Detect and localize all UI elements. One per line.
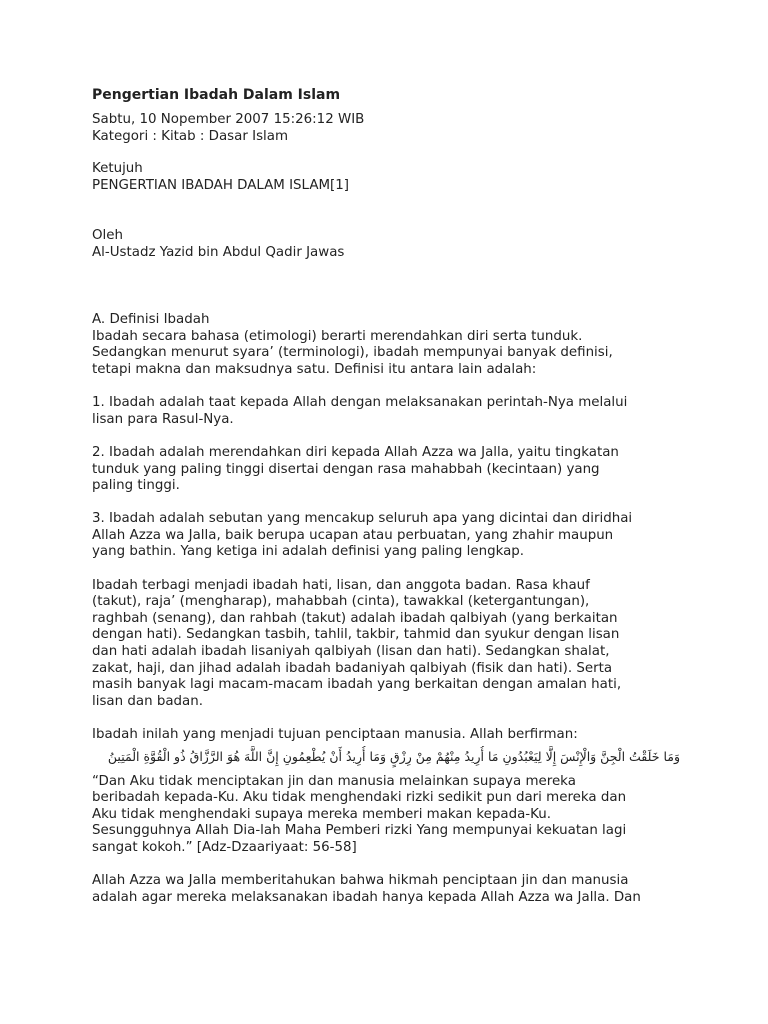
paragraph-line: Ibadah terbagi menjadi ibadah hati, lisan, dan anggota badan. Rasa khauf [92, 577, 590, 593]
paragraph-line: zakat, haji, dan jihad adalah ibadah badaniyah qalbiyah (fisik dan hati). Serta [92, 660, 613, 676]
paragraph-line: 1. Ibadah adalah taat kepada Allah dengan melaksanakan perintah-Nya melalui [92, 395, 628, 411]
document-page [92, 86, 692, 906]
paragraph-line: Allah Azza wa Jalla memberitahukan bahwa hikmah penciptaan jin dan manusia [92, 873, 629, 889]
closing-paragraph [92, 873, 692, 906]
paragraph-line: Sedangkan menurut syara’ (terminologi), ibadah mempunyai banyak definisi, [92, 345, 613, 361]
intro-paragraph [92, 329, 692, 379]
paragraph-line: dengan hati). Sedangkan tasbih, tahlil, takbir, tahmid dan syukur dengan lisan [92, 627, 620, 643]
paragraph-line: adalah agar mereka melaksanakan ibadah hanya kepada Allah Azza wa Jalla. Dan [92, 889, 641, 905]
paragraph-line: lisan para Rasul-Nya. [92, 411, 234, 427]
paragraph-line: lisan dan badan. [92, 693, 203, 709]
paragraph-line: raghbah (senang), dan rahbah (takut) adalah ibadah qalbiyah (yang berkaitan [92, 610, 618, 626]
paragraph-line: beribadah kepada-Ku. Aku tidak menghendaki rizki sedikit pun dari mereka dan [92, 790, 627, 806]
paragraph-line: paling tinggi. [92, 478, 180, 494]
paragraph-line: 2. Ibadah adalah merendahkan diri kepada Allah Azza wa Jalla, yaitu tingkatan [92, 444, 619, 460]
author-name: Al-Ustadz Yazid bin Abdul Qadir Jawas [92, 244, 345, 260]
purpose-line: Ibadah inilah yang menjadi tujuan penciptaan manusia. Allah berfirman: [92, 727, 578, 742]
paragraph-line: tetapi makna dan maksudnya satu. Definisi itu antara lain adalah: [92, 361, 537, 377]
paragraph-line: tunduk yang paling tinggi disertai dengan rasa mahabbah (kecintaan) yang [92, 461, 600, 477]
paragraph-line: yang bathin. Yang ketiga ini adalah definisi yang paling lengkap. [92, 544, 525, 560]
definition-3 [92, 511, 692, 561]
paragraph-line: Sesungguhnya Allah Dia-lah Maha Pemberi rizki Yang mempunyai kekuatan lagi [92, 823, 627, 839]
series-label: Ketujuh [92, 161, 143, 177]
paragraph-line: (takut), raja’ (mengharap), mahabbah (cinta), tawakkal (ketergantungan), [92, 594, 590, 610]
paragraph-line: 3. Ibadah adalah sebutan yang mencakup seluruh apa yang dicintai dan diridhai [92, 511, 633, 527]
paragraph-line: dan hati adalah ibadah lisaniyah qalbiyah (lisan dan hati). Sedangkan shalat, [92, 644, 610, 660]
series-heading: PENGERTIAN IBADAH DALAM ISLAM[1] [92, 177, 350, 193]
post-category: Kategori : Kitab : Dasar Islam [92, 128, 289, 144]
arabic-verse: وَمَا خَلَقْتُ الْجِنَّ وَالْإِنْسَ إِلَّا لِيَعْبُدُونِ مَا أُرِيدُ مِنْهُمْ مِنْ رِزْقٍ وَمَا أُرِيدُ أَنْ يُطْعِمُونِ إِنَّ اللَّهَ هُوَ الرَّزَّاقُ ذُو الْقُوَّةِ الْمَتِينُ [107, 748, 680, 764]
section-heading: A. Definisi Ibadah [92, 312, 210, 328]
paragraph-line: “Dan Aku tidak menciptakan jin dan manusia melainkan supaya mereka [92, 773, 576, 789]
author-by: Oleh [92, 228, 123, 244]
types-paragraph [92, 578, 692, 711]
paragraph-line: Ibadah secara bahasa (etimologi) berarti merendahkan diri serta tunduk. [92, 328, 583, 344]
definition-2 [92, 445, 692, 495]
paragraph-line: Allah Azza wa Jalla, baik berupa ucapan atau perbuatan, yang zhahir maupun [92, 527, 614, 543]
document-title: Pengertian Ibadah Dalam Islam [92, 87, 341, 103]
definition-1 [92, 395, 692, 428]
paragraph-line: Aku tidak menghendaki supaya mereka memberi makan kepada-Ku. [92, 806, 552, 822]
paragraph-line: masih banyak lagi macam-macam ibadah yang berkaitan dengan amalan hati, [92, 677, 622, 693]
post-date: Sabtu, 10 Nopember 2007 15:26:12 WIB [92, 112, 365, 127]
paragraph-line: sangat kokoh.” [Adz-Dzaariyaat: 56-58] [92, 839, 357, 855]
verse-translation [92, 774, 692, 857]
